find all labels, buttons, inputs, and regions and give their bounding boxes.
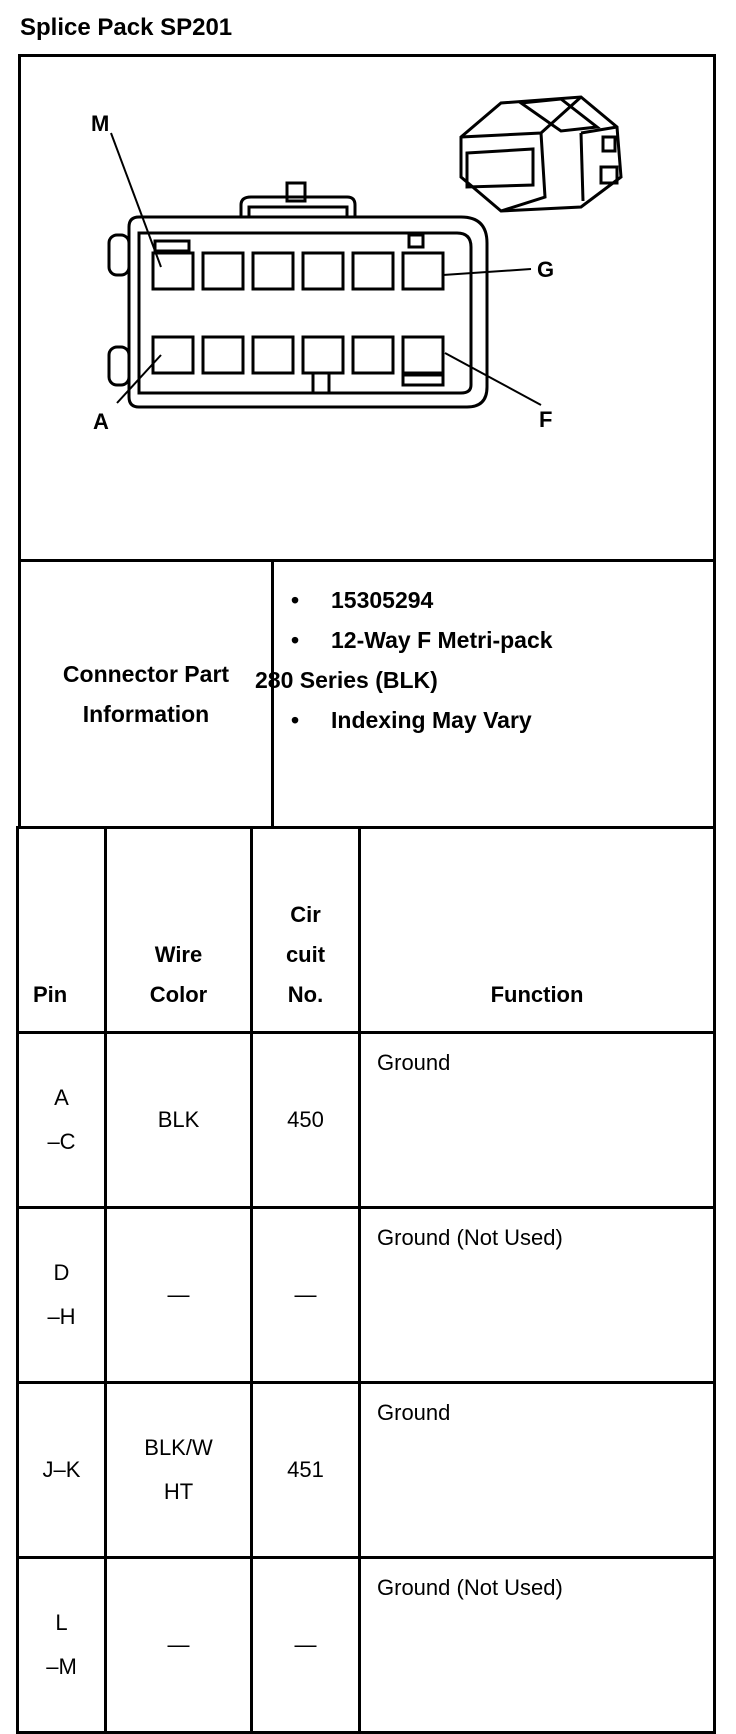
header-wire-color: Wire Color: [106, 828, 252, 1033]
pin-table: [16, 826, 716, 1734]
connector-info-details: [255, 580, 553, 740]
header-circuit-no: Cir cuit No.: [252, 828, 360, 1033]
table-row: [18, 1383, 715, 1558]
table-row: [18, 1208, 715, 1383]
cell-circuit: 450: [252, 1033, 360, 1208]
connector-info-label: Connector Part Information: [21, 562, 274, 826]
cell-pin: L –M: [18, 1558, 106, 1733]
cell-wire-color: BLK/W HT: [106, 1383, 252, 1558]
label-f: F: [539, 407, 553, 432]
table-header-row: [18, 828, 715, 1033]
header-pin: Pin: [18, 828, 106, 1033]
table-row: [18, 1558, 715, 1733]
page-title: Splice Pack SP201: [20, 14, 233, 41]
table-row: [18, 1033, 715, 1208]
connector-face-illustration: [21, 57, 713, 559]
cell-circuit: 451: [252, 1383, 360, 1558]
cell-circuit: —: [252, 1208, 360, 1383]
info-line: • 12-Way F Metri-pack: [291, 627, 553, 653]
cell-function: Ground (Not Used): [360, 1558, 715, 1733]
cavity-row-bottom: [153, 337, 443, 373]
cavity-row-top: [153, 253, 443, 289]
connector-part-info: [18, 559, 716, 829]
header-function: Function: [360, 828, 715, 1033]
cell-function: Ground: [360, 1033, 715, 1208]
cell-pin: J–K: [18, 1383, 106, 1558]
cell-wire-color: BLK: [106, 1033, 252, 1208]
info-line: • 15305294: [291, 587, 434, 613]
info-line: • Indexing May Vary: [291, 707, 532, 733]
label-g: G: [537, 257, 555, 282]
cell-pin: D –H: [18, 1208, 106, 1383]
cell-wire-color: —: [106, 1558, 252, 1733]
cell-circuit: —: [252, 1558, 360, 1733]
connector-diagram: [18, 54, 716, 562]
cell-function: Ground: [360, 1383, 715, 1558]
info-line: 280 Series (BLK): [255, 667, 438, 693]
label-m: M: [91, 111, 110, 136]
cell-wire-color: —: [106, 1208, 252, 1383]
cell-pin: A –C: [18, 1033, 106, 1208]
label-a: A: [93, 409, 109, 434]
cell-function: Ground (Not Used): [360, 1208, 715, 1383]
